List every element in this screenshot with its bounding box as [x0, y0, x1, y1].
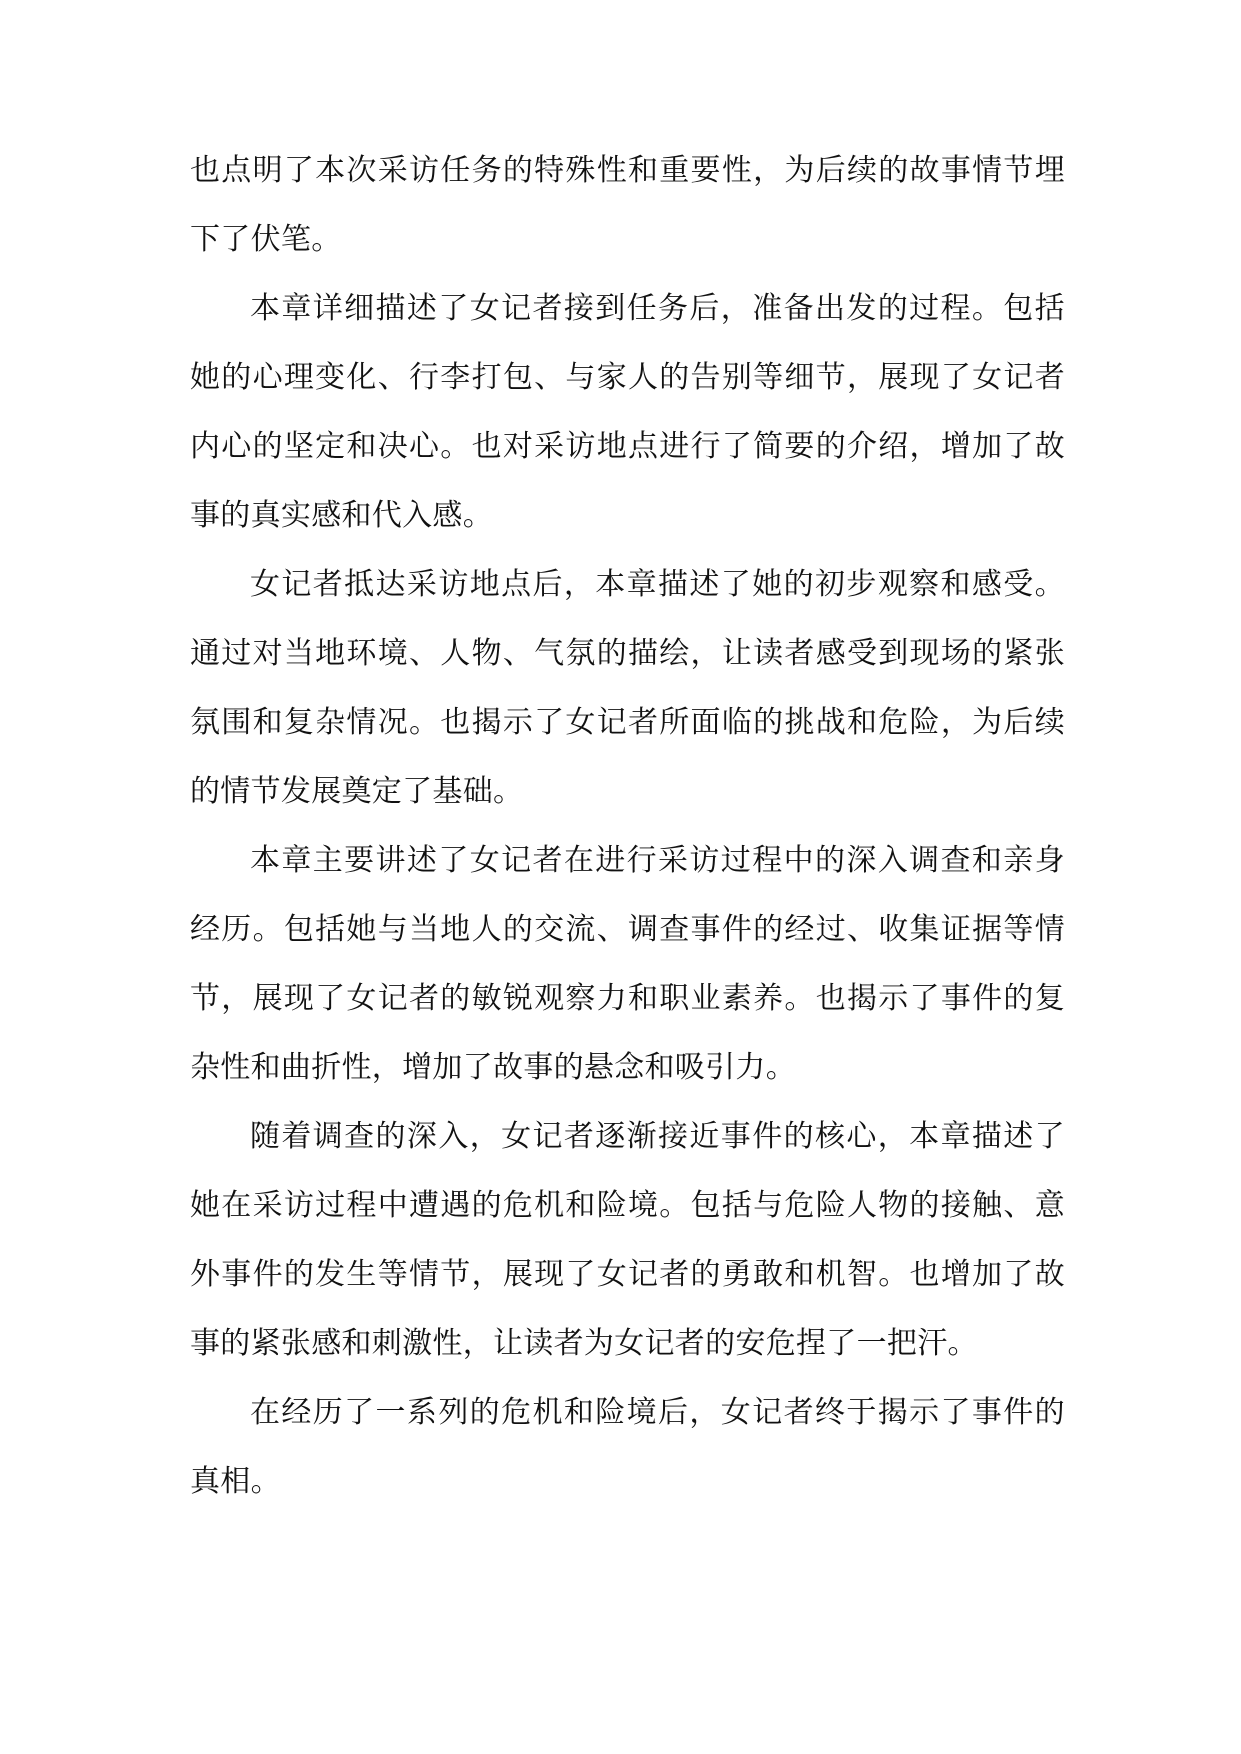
paragraph: 本章主要讲述了女记者在进行采访过程中的深入调查和亲身经历。包括她与当地人的交流、调查事件的经过、收集证据等情节，展现了女记者的敏锐观察力和职业素养。也揭示了事件的复杂性和曲折性，增加了故事的悬念和吸引力。: [190, 843, 1065, 1085]
paragraph: 在经历了一系列的危机和险境后，女记者终于揭示了事件的真相。: [190, 1395, 1065, 1499]
paragraph: 女记者抵达采访地点后，本章描述了她的初步观察和感受。通过对当地环境、人物、气氛的描绘，让读者感受到现场的紧张氛围和复杂情况。也揭示了女记者所面临的挑战和危险，为后续的情节发展奠定了基础。: [190, 567, 1065, 809]
paragraph: 随着调查的深入，女记者逐渐接近事件的核心，本章描述了她在采访过程中遭遇的危机和险境。包括与危险人物的接触、意外事件的发生等情节，展现了女记者的勇敢和机智。也增加了故事的紧张感和刺激性，让读者为女记者的安危捏了一把汗。: [190, 1119, 1065, 1361]
paragraph: 本章详细描述了女记者接到任务后，准备出发的过程。包括她的心理变化、行李打包、与家人的告别等细节，展现了女记者内心的坚定和决心。也对采访地点进行了简要的介绍，增加了故事的真实感和代入感。: [190, 291, 1065, 533]
paragraph-continuation: 也点明了本次采访任务的特殊性和重要性，为后续的故事情节埋下了伏笔。: [190, 153, 1065, 257]
document-body: [190, 136, 1065, 1516]
